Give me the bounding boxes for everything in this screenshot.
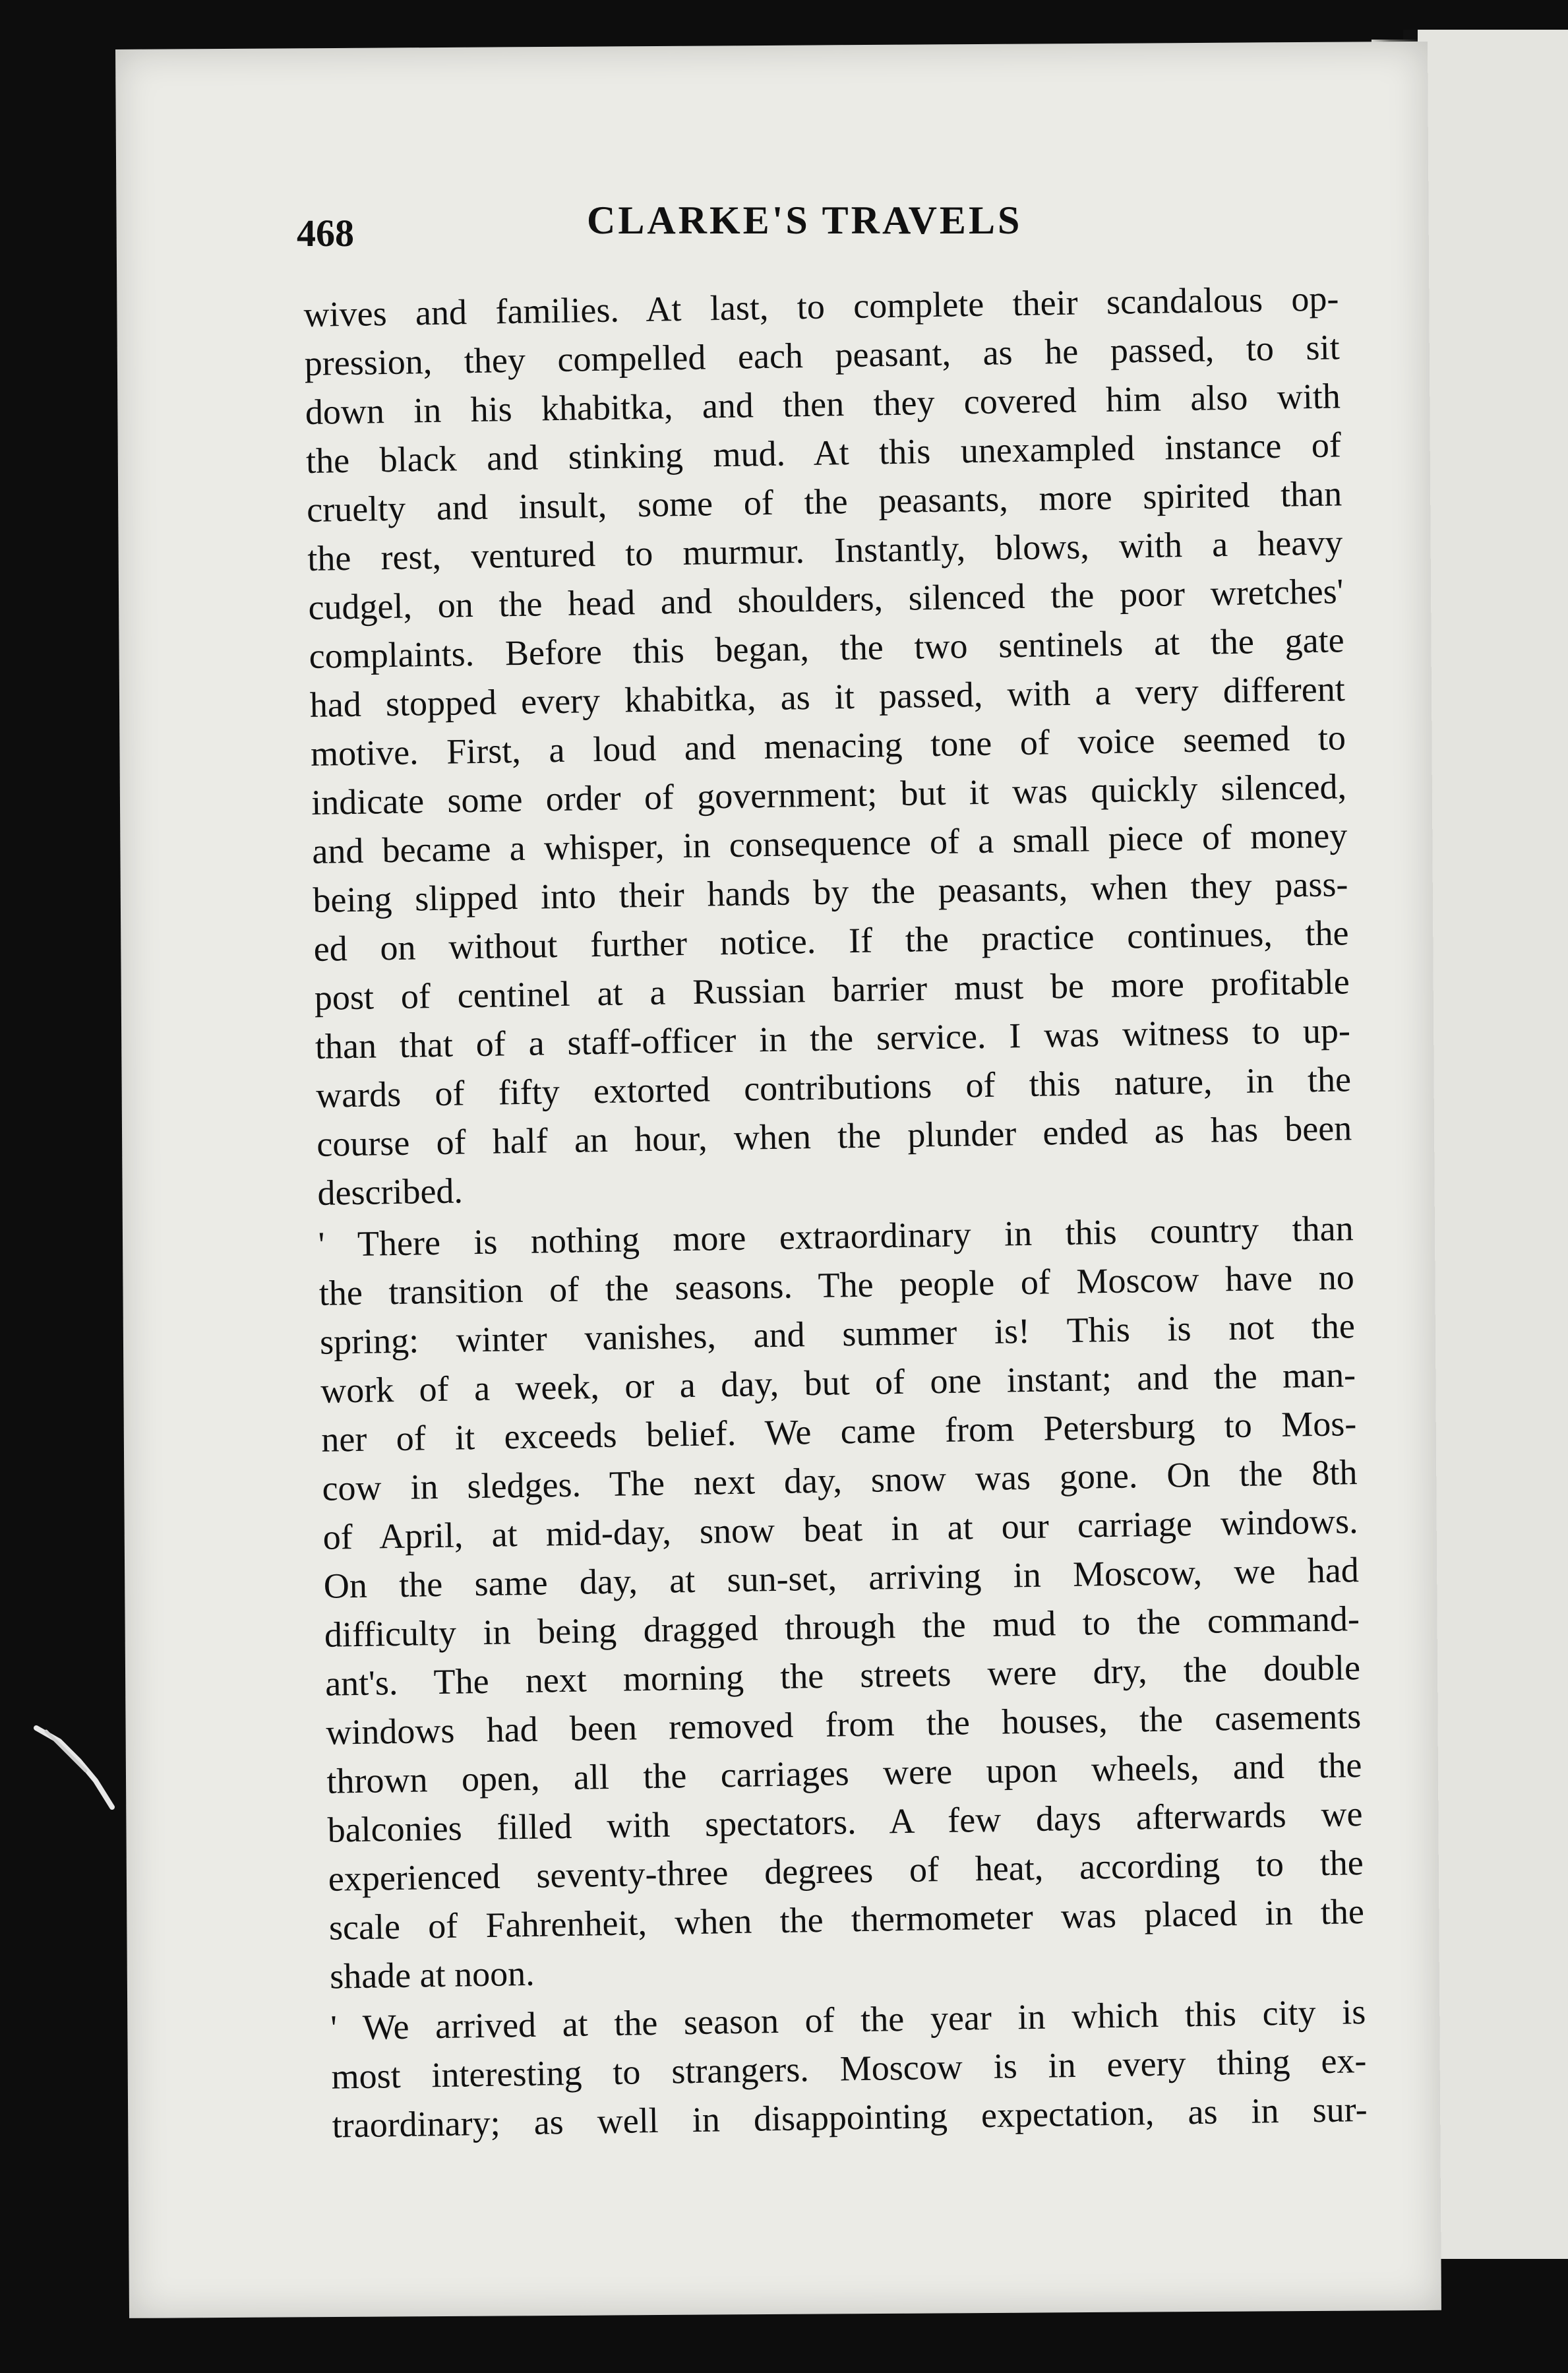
- body-text: [303, 274, 1368, 2149]
- text-line: wives and families. At last, to complete their scandalous op-: [303, 278, 1339, 334]
- page-header: [297, 198, 1325, 270]
- text-line: the transition of the seasons. The people of Moscow have no: [318, 1257, 1355, 1313]
- text-line: shade at noon.: [329, 1953, 535, 1996]
- text-line: experienced seventy-three degrees of heat, according to the: [328, 1843, 1364, 1899]
- text-line: difficulty in being dragged through the mud to the command-: [324, 1599, 1360, 1655]
- paragraph-first-line: ' We arrived at the season of the year in which this city is: [330, 1992, 1366, 2048]
- text-line: the black and stinking mud. At this unexampled instance of: [305, 425, 1342, 481]
- text-line: and became a whisper, in consequence of a small piece of money: [311, 815, 1348, 871]
- text-line: most interesting to strangers. Moscow is in every thing ex-: [331, 2041, 1367, 2097]
- page-number: 468: [297, 212, 354, 255]
- text-line: post of centinel at a Russian barrier must be more profitable: [314, 962, 1350, 1018]
- paragraph-first-line: ' There is nothing more extraordinary in this country than: [318, 1208, 1354, 1264]
- text-line: spring: winter vanishes, and summer is! This is not the: [319, 1306, 1356, 1362]
- text-line: scale of Fahrenheit, when the thermometer was placed in the: [328, 1892, 1365, 1948]
- text-line: traordinary; as well in disappointing expectation, as in sur-: [332, 2089, 1368, 2145]
- text-line: balconies filled with spectators. A few days afterwards we: [327, 1794, 1363, 1850]
- text-line: pression, they compelled each peasant, as he passed, to sit: [304, 327, 1341, 383]
- text-line: cudgel, on the head and shoulders, silenced the poor wretches': [308, 571, 1344, 627]
- text-line: thrown open, all the carriages were upon wheels, and the: [326, 1745, 1362, 1801]
- text-line: work of a week, or a day, but of one instant; and the man-: [320, 1355, 1356, 1411]
- text-line: On the same day, at sun-set, arriving in Moscow, we had: [323, 1550, 1360, 1606]
- text-line: the rest, ventured to murmur. Instantly, blows, with a heavy: [307, 522, 1343, 578]
- text-line: complaints. Before this began, the two sentinels at the gate: [309, 620, 1344, 676]
- text-line: cruelty and insult, some of the peasants, more spirited than: [306, 474, 1342, 530]
- text-line: down in his khabitka, and then they covered him also with: [305, 376, 1341, 432]
- text-line: windows had been removed from the houses, the casements: [325, 1696, 1362, 1752]
- text-line: of April, at mid-day, snow beat in at our carriage windows.: [322, 1501, 1358, 1557]
- text-line: ed on without further notice. If the practice continues, the: [313, 913, 1349, 969]
- text-line: ner of it exceeds belief. We came from Petersburg to Mos-: [320, 1403, 1357, 1460]
- text-line: described.: [317, 1171, 464, 1213]
- text-line: had stopped every khabitka, as it passed, with a very different: [309, 669, 1346, 725]
- text-line: cow in sledges. The next day, snow was gone. On the 8th: [322, 1452, 1358, 1508]
- paper-clip-fragment-icon: [33, 1721, 119, 1814]
- text-line: than that of a staff-officer in the service. I was witness to up-: [315, 1010, 1351, 1066]
- running-title: CLARKE'S TRAVELS: [587, 199, 1023, 242]
- text-line: ant's. The next morning the streets were dry, the double: [324, 1648, 1361, 1704]
- text-line: being slipped into their hands by the peasants, when they pass-: [313, 864, 1348, 920]
- text-line: wards of fifty extorted contributions of this nature, in the: [315, 1059, 1352, 1115]
- text-line: motive. First, a loud and menacing tone of voice seemed to: [310, 718, 1346, 774]
- text-line: indicate some order of government; but it was quickly silenced,: [311, 766, 1347, 822]
- text-line: course of half an hour, when the plunder ended as has been: [316, 1108, 1352, 1164]
